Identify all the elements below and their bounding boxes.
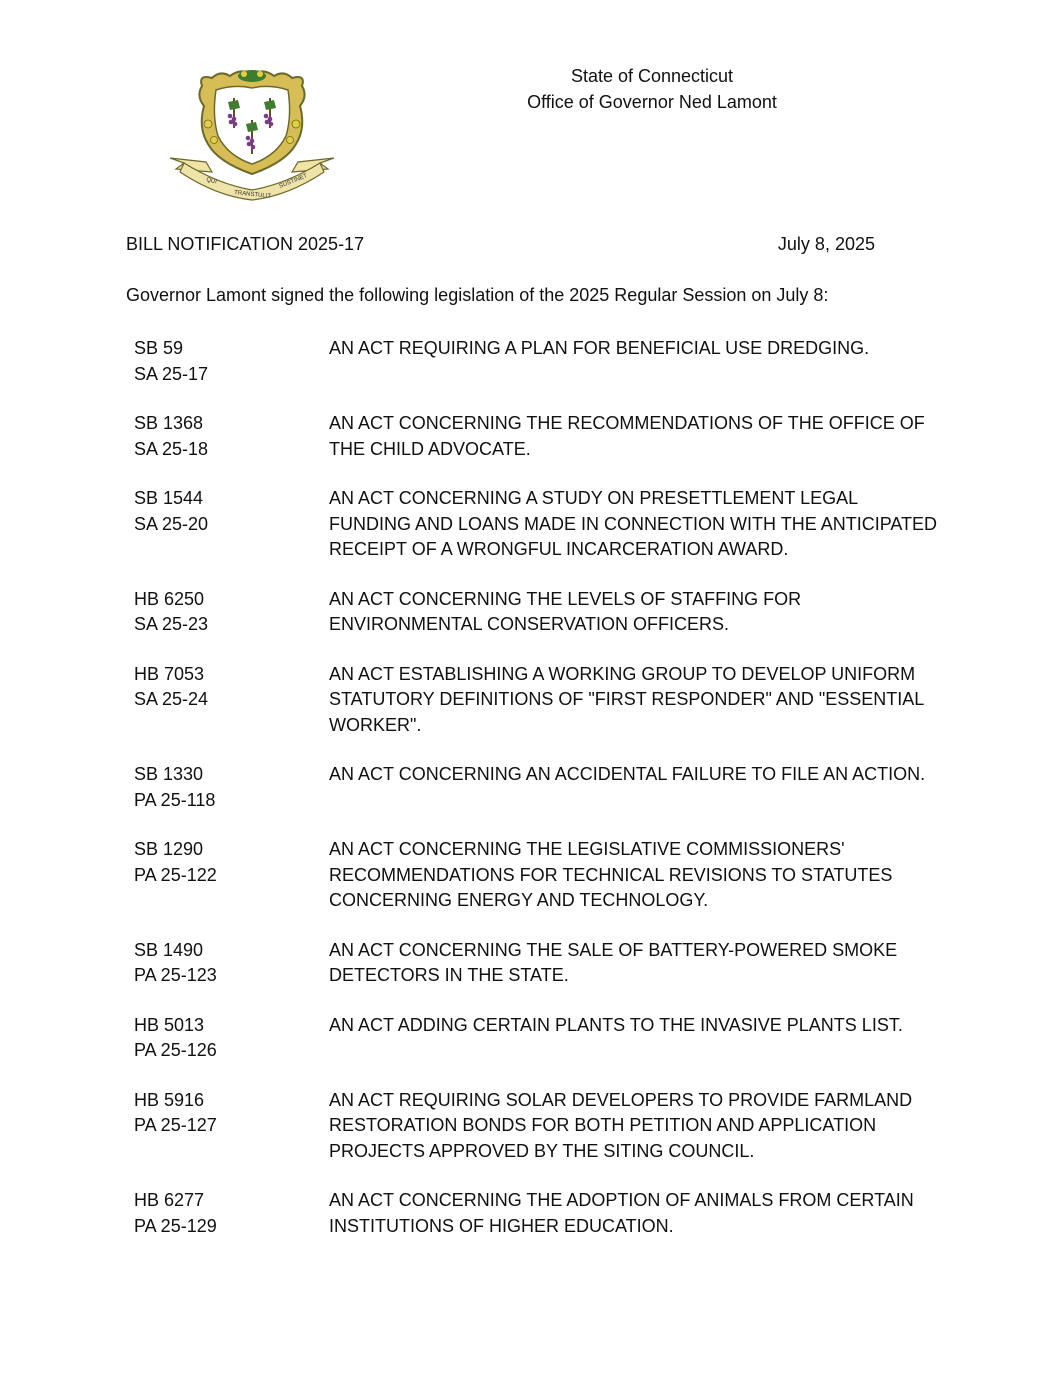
bill-entry (134, 336, 944, 387)
bill-entry (134, 662, 944, 739)
bill-number: SB 1490 (134, 939, 204, 960)
bill-title: AN ACT ESTABLISHING A WORKING GROUP TO DEVELOP UNIFORM STATUTORY DEFINITIONS OF "FIRST RESPONDER" AND "ESSENTIAL WORKER". (329, 663, 924, 735)
bill-number: SB 1330 (134, 764, 204, 784)
bill-title: AN ACT CONCERNING THE ADOPTION OF ANIMALS FROM CERTAIN INSTITUTIONS OF HIGHER EDUCATION. (329, 1190, 914, 1236)
bill-number: HB 5013 (134, 1014, 205, 1035)
bill-entry (134, 587, 944, 638)
intro-paragraph: Governor Lamont signed the following legislation of the 2025 Regular Session on July 8: (126, 285, 829, 305)
act-number: SA 25-24 (134, 689, 209, 709)
bill-title: AN ACT CONCERNING THE LEGISLATIVE COMMISSIONERS' RECOMMENDATIONS FOR TECHNICAL REVISIONS TO STATUTES CONCERNING ENERGY AND TECHNOLOGY. (329, 839, 893, 910)
bill-title: AN ACT REQUIRING A PLAN FOR BENEFICIAL USE DREDGING. (329, 338, 870, 358)
notification-line (126, 234, 875, 260)
state-name: State of Connecticut (570, 66, 734, 86)
notification-date: July 8, 2025 (777, 234, 875, 254)
act-number: PA 25-118 (134, 789, 216, 810)
bill-numbers (134, 1013, 329, 1064)
act-number: SA 25-23 (134, 614, 209, 634)
svg-text:QUI: QUI (205, 177, 218, 186)
act-number: SA 25-17 (134, 363, 209, 384)
letterhead (500, 63, 804, 115)
bill-entry (134, 1188, 944, 1239)
svg-text:SUSTINET: SUSTINET (278, 173, 309, 190)
office-name: Office of Governor Ned Lamont (527, 92, 777, 112)
bill-number: HB 6250 (134, 588, 205, 609)
bill-number: HB 6277 (134, 1190, 205, 1210)
bill-entry (134, 762, 944, 813)
act-number: PA 25-127 (134, 1115, 217, 1135)
act-number: PA 25-129 (134, 1215, 217, 1236)
act-number: PA 25-126 (134, 1040, 217, 1060)
bill-entry (134, 837, 944, 914)
act-number: PA 25-123 (134, 965, 217, 985)
bill-title: AN ACT CONCERNING THE RECOMMENDATIONS OF THE OFFICE OF THE CHILD ADVOCATE. (329, 413, 925, 459)
bill-entry (134, 1013, 944, 1064)
act-number: SA 25-20 (134, 513, 209, 534)
bill-list (134, 336, 944, 1263)
bill-numbers (134, 486, 329, 563)
bill-numbers (134, 837, 329, 914)
bill-numbers (134, 762, 329, 813)
notification-id: BILL NOTIFICATION 2025-17 (126, 234, 365, 254)
state-seal-logo (168, 66, 336, 202)
bill-number: HB 7053 (134, 663, 205, 684)
svg-text:TRANSTULIT: TRANSTULIT (233, 190, 272, 200)
bill-title: AN ACT REQUIRING SOLAR DEVELOPERS TO PROVIDE FARMLAND RESTORATION BONDS FOR BOTH PETITION AND APPLICATION PROJECTS APPROVED BY THE SITING COUNCIL. (329, 1089, 913, 1161)
bill-title: AN ACT ADDING CERTAIN PLANTS TO THE INVASIVE PLANTS LIST. (329, 1014, 903, 1035)
bill-number: SB 1290 (134, 839, 204, 859)
bill-numbers (134, 587, 329, 638)
bill-numbers (134, 411, 329, 462)
bill-numbers (134, 662, 329, 739)
act-number: PA 25-122 (134, 864, 217, 885)
bill-entry (134, 1088, 944, 1165)
bill-numbers (134, 336, 329, 387)
bill-entry (134, 411, 944, 462)
bill-number: HB 5916 (134, 1089, 205, 1110)
bill-title: AN ACT CONCERNING AN ACCIDENTAL FAILURE TO FILE AN ACTION. (329, 764, 926, 784)
bill-title: AN ACT CONCERNING THE SALE OF BATTERY-POWERED SMOKE DETECTORS IN THE STATE. (329, 939, 898, 985)
act-number: SA 25-18 (134, 438, 209, 459)
bill-title: AN ACT CONCERNING A STUDY ON PRESETTLEMENT LEGAL FUNDING AND LOANS MADE IN CONNECTION WITH THE ANTICIPATED RECEIPT OF A WRONGFUL INCARCERATION AWARD. (329, 488, 938, 559)
bill-number: SB 59 (134, 338, 184, 358)
bill-number: SB 1544 (134, 488, 204, 508)
bill-entry (134, 938, 944, 989)
bill-number: SB 1368 (134, 413, 204, 433)
bill-numbers (134, 1088, 329, 1165)
bill-entry (134, 486, 944, 563)
bill-numbers (134, 1188, 329, 1239)
bill-numbers (134, 938, 329, 989)
bill-title: AN ACT CONCERNING THE LEVELS OF STAFFING FOR ENVIRONMENTAL CONSERVATION OFFICERS. (329, 588, 802, 634)
